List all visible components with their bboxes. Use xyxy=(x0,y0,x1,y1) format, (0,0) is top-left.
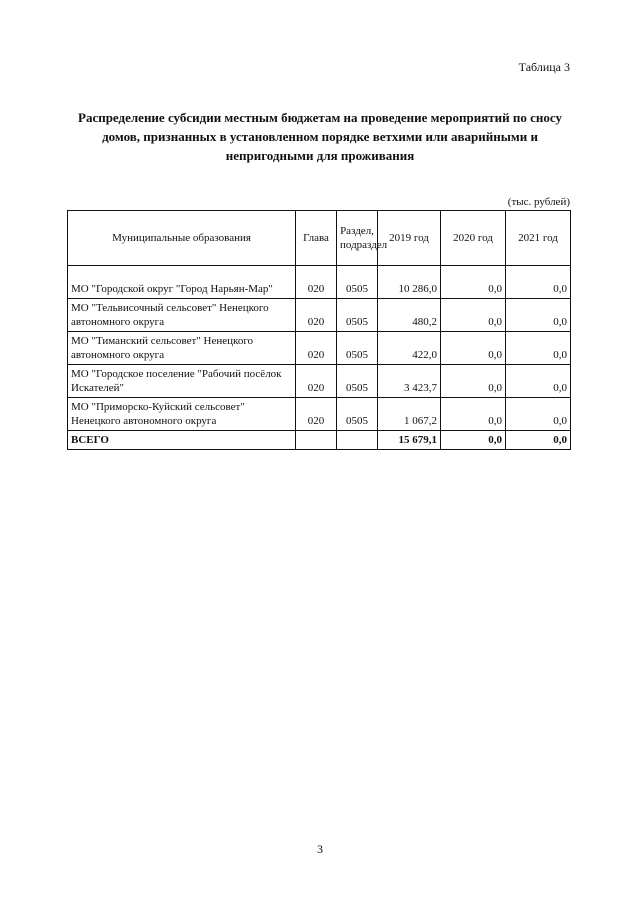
value-2021: 0,0 xyxy=(506,398,571,431)
value-2021: 0,0 xyxy=(506,332,571,365)
municipality-name: МО "Городское поселение "Рабочий посёлок Искателей" xyxy=(68,365,296,398)
value-2019: 3 423,7 xyxy=(378,365,441,398)
razdel-code: 0505 xyxy=(337,398,378,431)
total-label: ВСЕГО xyxy=(68,431,296,450)
header-2020: 2020 год xyxy=(441,211,506,266)
subsidy-table xyxy=(67,210,571,450)
razdel-code: 0505 xyxy=(337,332,378,365)
razdel-code: 0505 xyxy=(337,266,378,299)
value-2019: 1 067,2 xyxy=(378,398,441,431)
glava-code: 020 xyxy=(296,266,337,299)
total-row xyxy=(68,431,571,450)
glava-code: 020 xyxy=(296,299,337,332)
table-row xyxy=(68,398,571,431)
units-note: (тыс. рублей) xyxy=(507,196,570,208)
header-2021: 2021 год xyxy=(506,211,571,266)
razdel-code: 0505 xyxy=(337,299,378,332)
table-row xyxy=(68,365,571,398)
header-glava: Глава xyxy=(296,211,337,266)
total-razdel-empty xyxy=(337,431,378,450)
value-2019: 422,0 xyxy=(378,332,441,365)
municipality-name: МО "Тельвисочный сельсовет" Ненецкого автономного округа xyxy=(68,299,296,332)
header-municipality: Муниципальные образования xyxy=(68,211,296,266)
glava-code: 020 xyxy=(296,365,337,398)
table-row xyxy=(68,332,571,365)
value-2021: 0,0 xyxy=(506,299,571,332)
value-2019: 10 286,0 xyxy=(378,266,441,299)
glava-code: 020 xyxy=(296,398,337,431)
razdel-code: 0505 xyxy=(337,365,378,398)
header-2019: 2019 год xyxy=(378,211,441,266)
total-2020: 0,0 xyxy=(441,431,506,450)
glava-code: 020 xyxy=(296,332,337,365)
value-2020: 0,0 xyxy=(441,266,506,299)
total-2021: 0,0 xyxy=(506,431,571,450)
table-row xyxy=(68,266,571,299)
table-row xyxy=(68,299,571,332)
value-2020: 0,0 xyxy=(441,299,506,332)
municipality-name: МО "Приморско-Куйский сельсовет" Ненецкого автономного округа xyxy=(68,398,296,431)
total-2019: 15 679,1 xyxy=(378,431,441,450)
value-2020: 0,0 xyxy=(441,365,506,398)
value-2019: 480,2 xyxy=(378,299,441,332)
total-glava-empty xyxy=(296,431,337,450)
value-2021: 0,0 xyxy=(506,266,571,299)
value-2020: 0,0 xyxy=(441,332,506,365)
value-2021: 0,0 xyxy=(506,365,571,398)
header-razdel: Раздел, подраздел xyxy=(337,211,378,266)
table-header-row xyxy=(68,211,571,266)
table-number: Таблица 3 xyxy=(518,60,570,74)
value-2020: 0,0 xyxy=(441,398,506,431)
document-title: Распределение субсидии местным бюджетам на проведение мероприятий по сносу домов, признанных в установленном порядке ветхими или аварийными и непригодными для проживания xyxy=(78,110,562,163)
page-number: 3 xyxy=(317,842,323,856)
municipality-name: МО "Городской округ "Город Нарьян-Мар" xyxy=(68,266,296,299)
municipality-name: МО "Тиманский сельсовет" Ненецкого автономного округа xyxy=(68,332,296,365)
